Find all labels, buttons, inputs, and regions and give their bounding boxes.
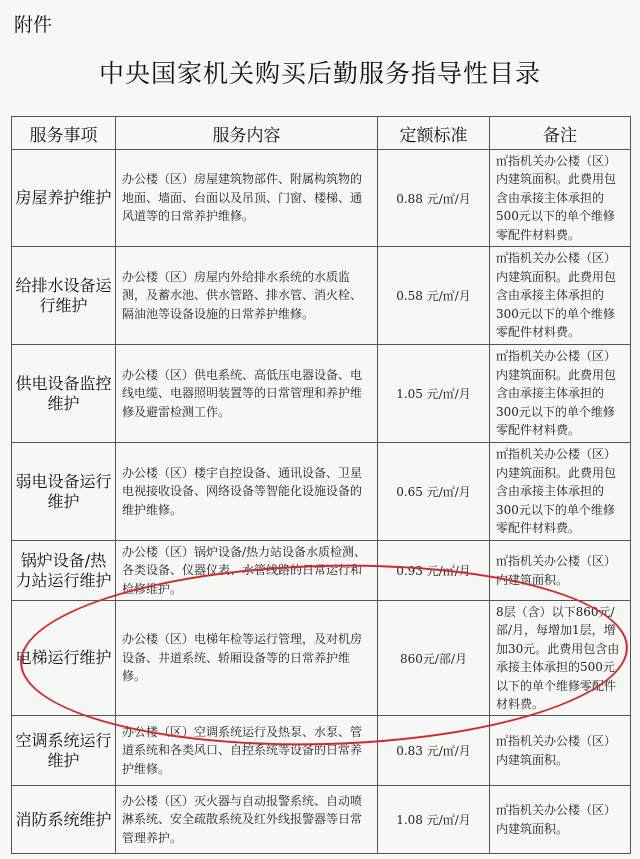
document-title: 中央国家机关购买后勤服务指导性目录 [98, 59, 541, 88]
quota-cell: 0.93 元/㎡/月 [378, 541, 490, 601]
column-header-note: 备注 [490, 117, 631, 150]
note-cell: ㎡指机关办公楼（区）内建筑面积。 [490, 541, 631, 601]
quota-cell: 1.08 元/㎡/月 [378, 786, 490, 854]
content-cell: 办公楼（区）房屋建筑物部件、附属构筑物的地面、墙面、台面以及吊顶、门窗、楼梯、通风道等的日常养护维修。 [116, 150, 378, 247]
content-cell: 办公楼（区）房屋内外给排水系统的水质监测，及蓄水池、供水管路、排水管、消火栓、隔油池等设备设施的日常养护维修。 [116, 247, 378, 345]
column-header-quota: 定额标准 [378, 117, 490, 150]
service-cell: 锅炉设备/热力站运行维护 [12, 541, 116, 601]
service-cell: 空调系统运行维护 [12, 716, 116, 786]
note-cell: ㎡指机关办公楼（区）内建筑面积。此费用包含由承接主体承担的300元以下的单个维修零配件材料费。 [490, 247, 631, 345]
table-row [12, 716, 631, 786]
attachment-label: 附件 [14, 14, 53, 36]
content-cell: 办公楼（区）空调系统运行及热泵、水泵、管道系统和各类风口、自控系统等设备的日常养护维修。 [116, 716, 378, 786]
column-header-service: 服务事项 [12, 117, 116, 150]
table-row [12, 601, 631, 716]
note-cell: ㎡指机关办公楼（区）内建筑面积。此费用包含由承接主体承担的300元以下的单个维修零配件材料费。 [490, 345, 631, 443]
table-row [12, 786, 631, 854]
note-cell: 8层（含）以下860元/部/月，每增加1层，增加30元。此费用包含由承接主体承担的500元以下的单个维修零配件材料费。 [490, 601, 631, 716]
content-cell: 办公楼（区）供电系统、高低压电器设备、电线电缆、电器照明装置等的日常管理和养护维修及避雷检测工作。 [116, 345, 378, 443]
service-cell: 消防系统维护 [12, 786, 116, 854]
table-row [12, 541, 631, 601]
service-catalog-table [11, 116, 631, 854]
service-cell: 电梯运行维护 [12, 601, 116, 716]
quota-cell: 0.83 元/㎡/月 [378, 716, 490, 786]
service-cell: 供电设备监控维护 [12, 345, 116, 443]
quota-cell: 860元/部/月 [378, 601, 490, 716]
table-row [12, 443, 631, 541]
note-cell: ㎡指机关办公楼（区）内建筑面积。此费用包含由承接主体承担的300元以下的单个维修零配件材料费。 [490, 443, 631, 541]
quota-cell: 1.05 元/㎡/月 [378, 345, 490, 443]
note-cell: ㎡指机关办公楼（区）内建筑面积。此费用包含由承接主体承担的500元以下的单个维修零配件材料费。 [490, 150, 631, 247]
content-cell: 办公楼（区）锅炉设备/热力站设备水质检测、各类设备、仪器仪表、水管线路的日常运行和检修维护。 [116, 541, 378, 601]
content-cell: 办公楼（区）楼宇自控设备、通讯设备、卫星电视接收设备、网络设备等智能化设施设备的维护维修。 [116, 443, 378, 541]
table-header-row [12, 117, 631, 150]
note-cell: ㎡指机关办公楼（区）内建筑面积。 [490, 786, 631, 854]
note-cell: ㎡指机关办公楼（区）内建筑面积。 [490, 716, 631, 786]
table-row [12, 345, 631, 443]
service-cell: 弱电设备运行维护 [12, 443, 116, 541]
service-cell: 房屋养护维护 [12, 150, 116, 247]
quota-cell: 0.58 元/㎡/月 [378, 247, 490, 345]
quota-cell: 0.65 元/㎡/月 [378, 443, 490, 541]
content-cell: 办公楼（区）灭火器与自动报警系统、自动喷淋系统、安全疏散系统及红外线报警器等日常管理养护。 [116, 786, 378, 854]
service-cell: 给排水设备运行维护 [12, 247, 116, 345]
content-cell: 办公楼（区）电梯年检等运行管理，及对机房设备、井道系统、轿厢设备等的日常养护维修。 [116, 601, 378, 716]
table-row [12, 247, 631, 345]
quota-cell: 0.88 元/㎡/月 [378, 150, 490, 247]
column-header-content: 服务内容 [116, 117, 378, 150]
table-row [12, 150, 631, 247]
